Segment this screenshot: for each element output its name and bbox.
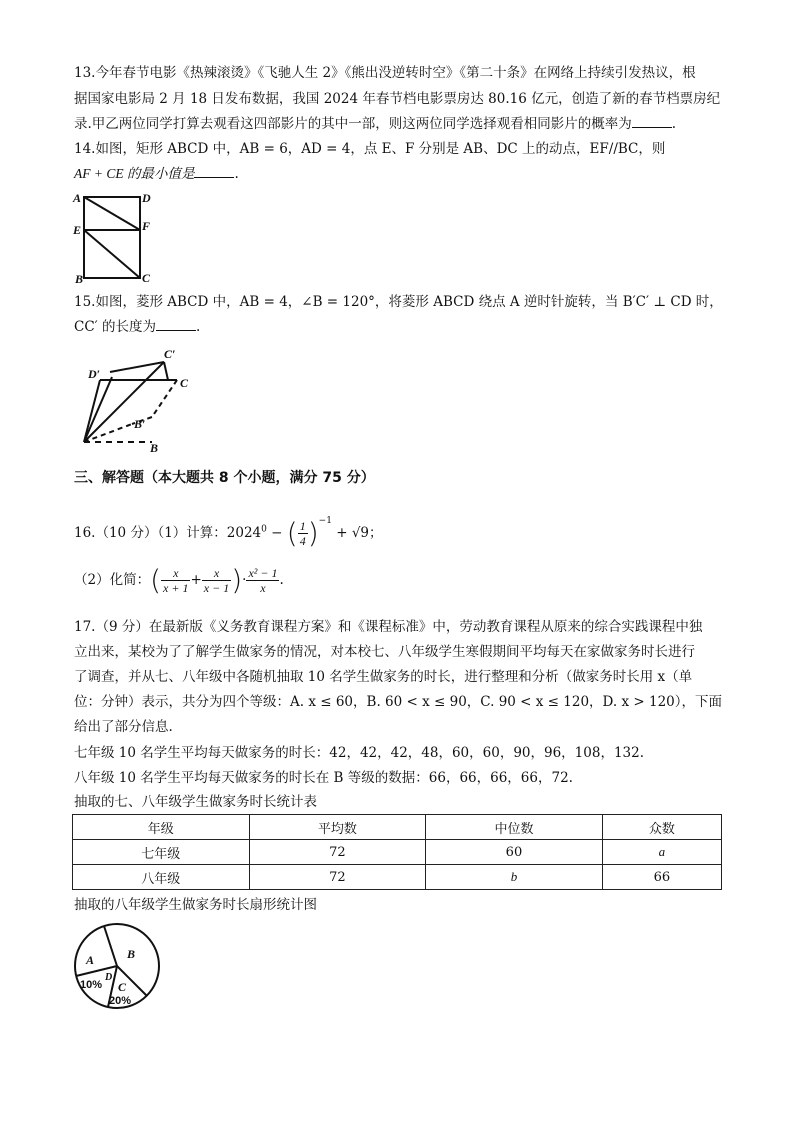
pie-pct-a: 10% [80,979,103,991]
q15-line1: 15.如图，菱形 ABCD 中，AB = 4，∠B = 120°，将菱形 ABCD 绕点 A 逆时针旋转，当 B′C′ ⊥ CD 时， [74,294,723,310]
q13-line2: 据国家电影局 2 月 18 日发布数据，我国 2024 年春节档电影票房达 80.16 亿元，创造了新的春节档票房纪 [74,91,721,107]
table-header-row [73,815,722,840]
answer-blank [194,165,234,178]
q16-part2-prefix: （2）化简： [74,572,151,588]
frac-num: x² − 1 [248,566,278,580]
q17-line2: 立出来，某校为了了解学生做家务的情况，对本校七、八年级学生寒假期间平均每天在家做家务时长进行 [74,644,695,660]
label-d-prime: D′ [88,367,101,381]
pie-pct-c: 20% [109,995,132,1007]
label-a: A [73,191,82,205]
pie-label-d: D [105,972,113,983]
q15-rhombus-figure [72,342,202,458]
stat-table [72,814,722,890]
q17-line3: 了调查，并从七、八年级中各随机抽取 10 名学生做家务的时长，进行整理和分析（做家务时长用 x（单 [74,669,693,685]
q16-part1 [74,504,383,551]
q17-line5: 给出了部分信息. [74,719,173,735]
label-f: F [142,219,151,233]
q15-line2-text: CC′ 的长度为 [74,319,157,335]
left-paren: ( [150,563,162,597]
left-paren: ( [286,516,298,550]
dot-sign: · [242,572,247,588]
label-c: C [142,271,151,285]
answer-blank [156,318,196,331]
pie-label-a: A [86,953,95,967]
q13-line3 [74,114,676,134]
q16-minus: − [266,525,287,541]
table-row [73,840,722,865]
label-b-prime: B′ [134,417,146,431]
q13-line1: 13.今年春节电影《热辣滚烫》《飞驰人生 2》《熊出没逆转时空》《第二十条》在网络上持续引发热议，根 [74,65,696,81]
right-paren: ) [307,516,319,550]
q13-line3-end: . [671,116,677,132]
frac-den: x [260,581,266,595]
q16-part1-tail: + √9； [331,525,383,541]
plus-sign: + [190,572,202,588]
table-header: 年级 [73,815,250,840]
table-cell: b [426,865,603,890]
q16-end: . [279,572,284,588]
q15-line2 [74,317,200,337]
table-cell: 60 [426,840,603,865]
table-cell: 66 [602,865,721,890]
table-header: 平均数 [249,815,426,840]
table-title: 抽取的七、八年级学生做家务时长统计表 [74,794,317,810]
table-header: 中位数 [426,815,603,840]
q16-exp-neg1: −1 [318,516,332,526]
fraction-c [246,566,279,595]
label-e: E [73,223,82,237]
answer-blank [632,115,672,128]
frac-den: x − 1 [203,581,230,595]
pie-chart [72,920,164,1012]
q16-fraction-quarter [298,519,308,548]
q16-part1-prefix: 16.（10 分）（1）计算：2024 [74,525,262,541]
pie-label-b: B [127,947,136,961]
q16-exp-zero: 0 [261,524,267,535]
table-cell: 72 [249,865,426,890]
table-row [73,865,722,890]
fraction-b [202,566,231,595]
table-cell: a [602,840,721,865]
frac-den: 4 [299,534,306,548]
fraction-a [161,566,190,595]
right-paren: ) [231,563,243,597]
q13-line3-text: 录.甲乙两位同学打算去观看这四部影片的其中一部，则这两位同学选择观看相同影片的概率为 [74,116,632,132]
table-header: 众数 [602,815,721,840]
frac-num: x [202,566,231,581]
q17-line6: 七年级 10 名学生平均每天做家务的时长：42，42，42，48，60，60，90，96，108，132. [74,745,645,761]
q14-line1: 14.如图，矩形 ABCD 中，AB = 6，AD = 4，点 E、F 分别是 AB、DC 上的动点，EF//BC，则 [74,141,666,157]
label-c: C [180,376,189,390]
q17-line4: 位：分钟）表示，共分为四个等级：A. x ≤ 60，B. 60 < x ≤ 90，C. 90 < x ≤ 120，D. x > 120），下面 [74,694,723,710]
q17-line7: 八年级 10 名学生平均每天做家务的时长在 B 等级的数据：66，66，66，66，72. [74,770,573,786]
q14-line2-text: AF + CE 的最小值是 [74,166,195,181]
q15-line2-end: . [196,319,201,335]
frac-den: x + 1 [163,581,189,595]
label-d: D [142,191,151,205]
q14-line2 [74,164,239,184]
label-b: B [150,441,159,455]
label-b: B [75,272,84,286]
pie-label-c: C [118,980,127,994]
q14-line2-end: . [234,166,239,182]
table-cell: 八年级 [73,865,250,890]
frac-num: x [161,566,190,581]
q16-part2 [74,560,284,601]
label-c-prime: C′ [164,347,176,361]
table-cell: 72 [249,840,426,865]
pie-title: 抽取的八年级学生做家务时长扇形统计图 [74,897,317,913]
q14-rectangle-figure [72,190,162,286]
table-cell: 七年级 [73,840,250,865]
q17-line1: 17.（9 分）在最新版《义务教育课程方案》和《课程标准》中，劳动教育课程从原来的综合实践课程中独 [74,619,703,635]
frac-num: 1 [299,519,306,533]
section-heading: 三、解答题（本大题共 8 个小题，满分 75 分） [74,470,375,486]
